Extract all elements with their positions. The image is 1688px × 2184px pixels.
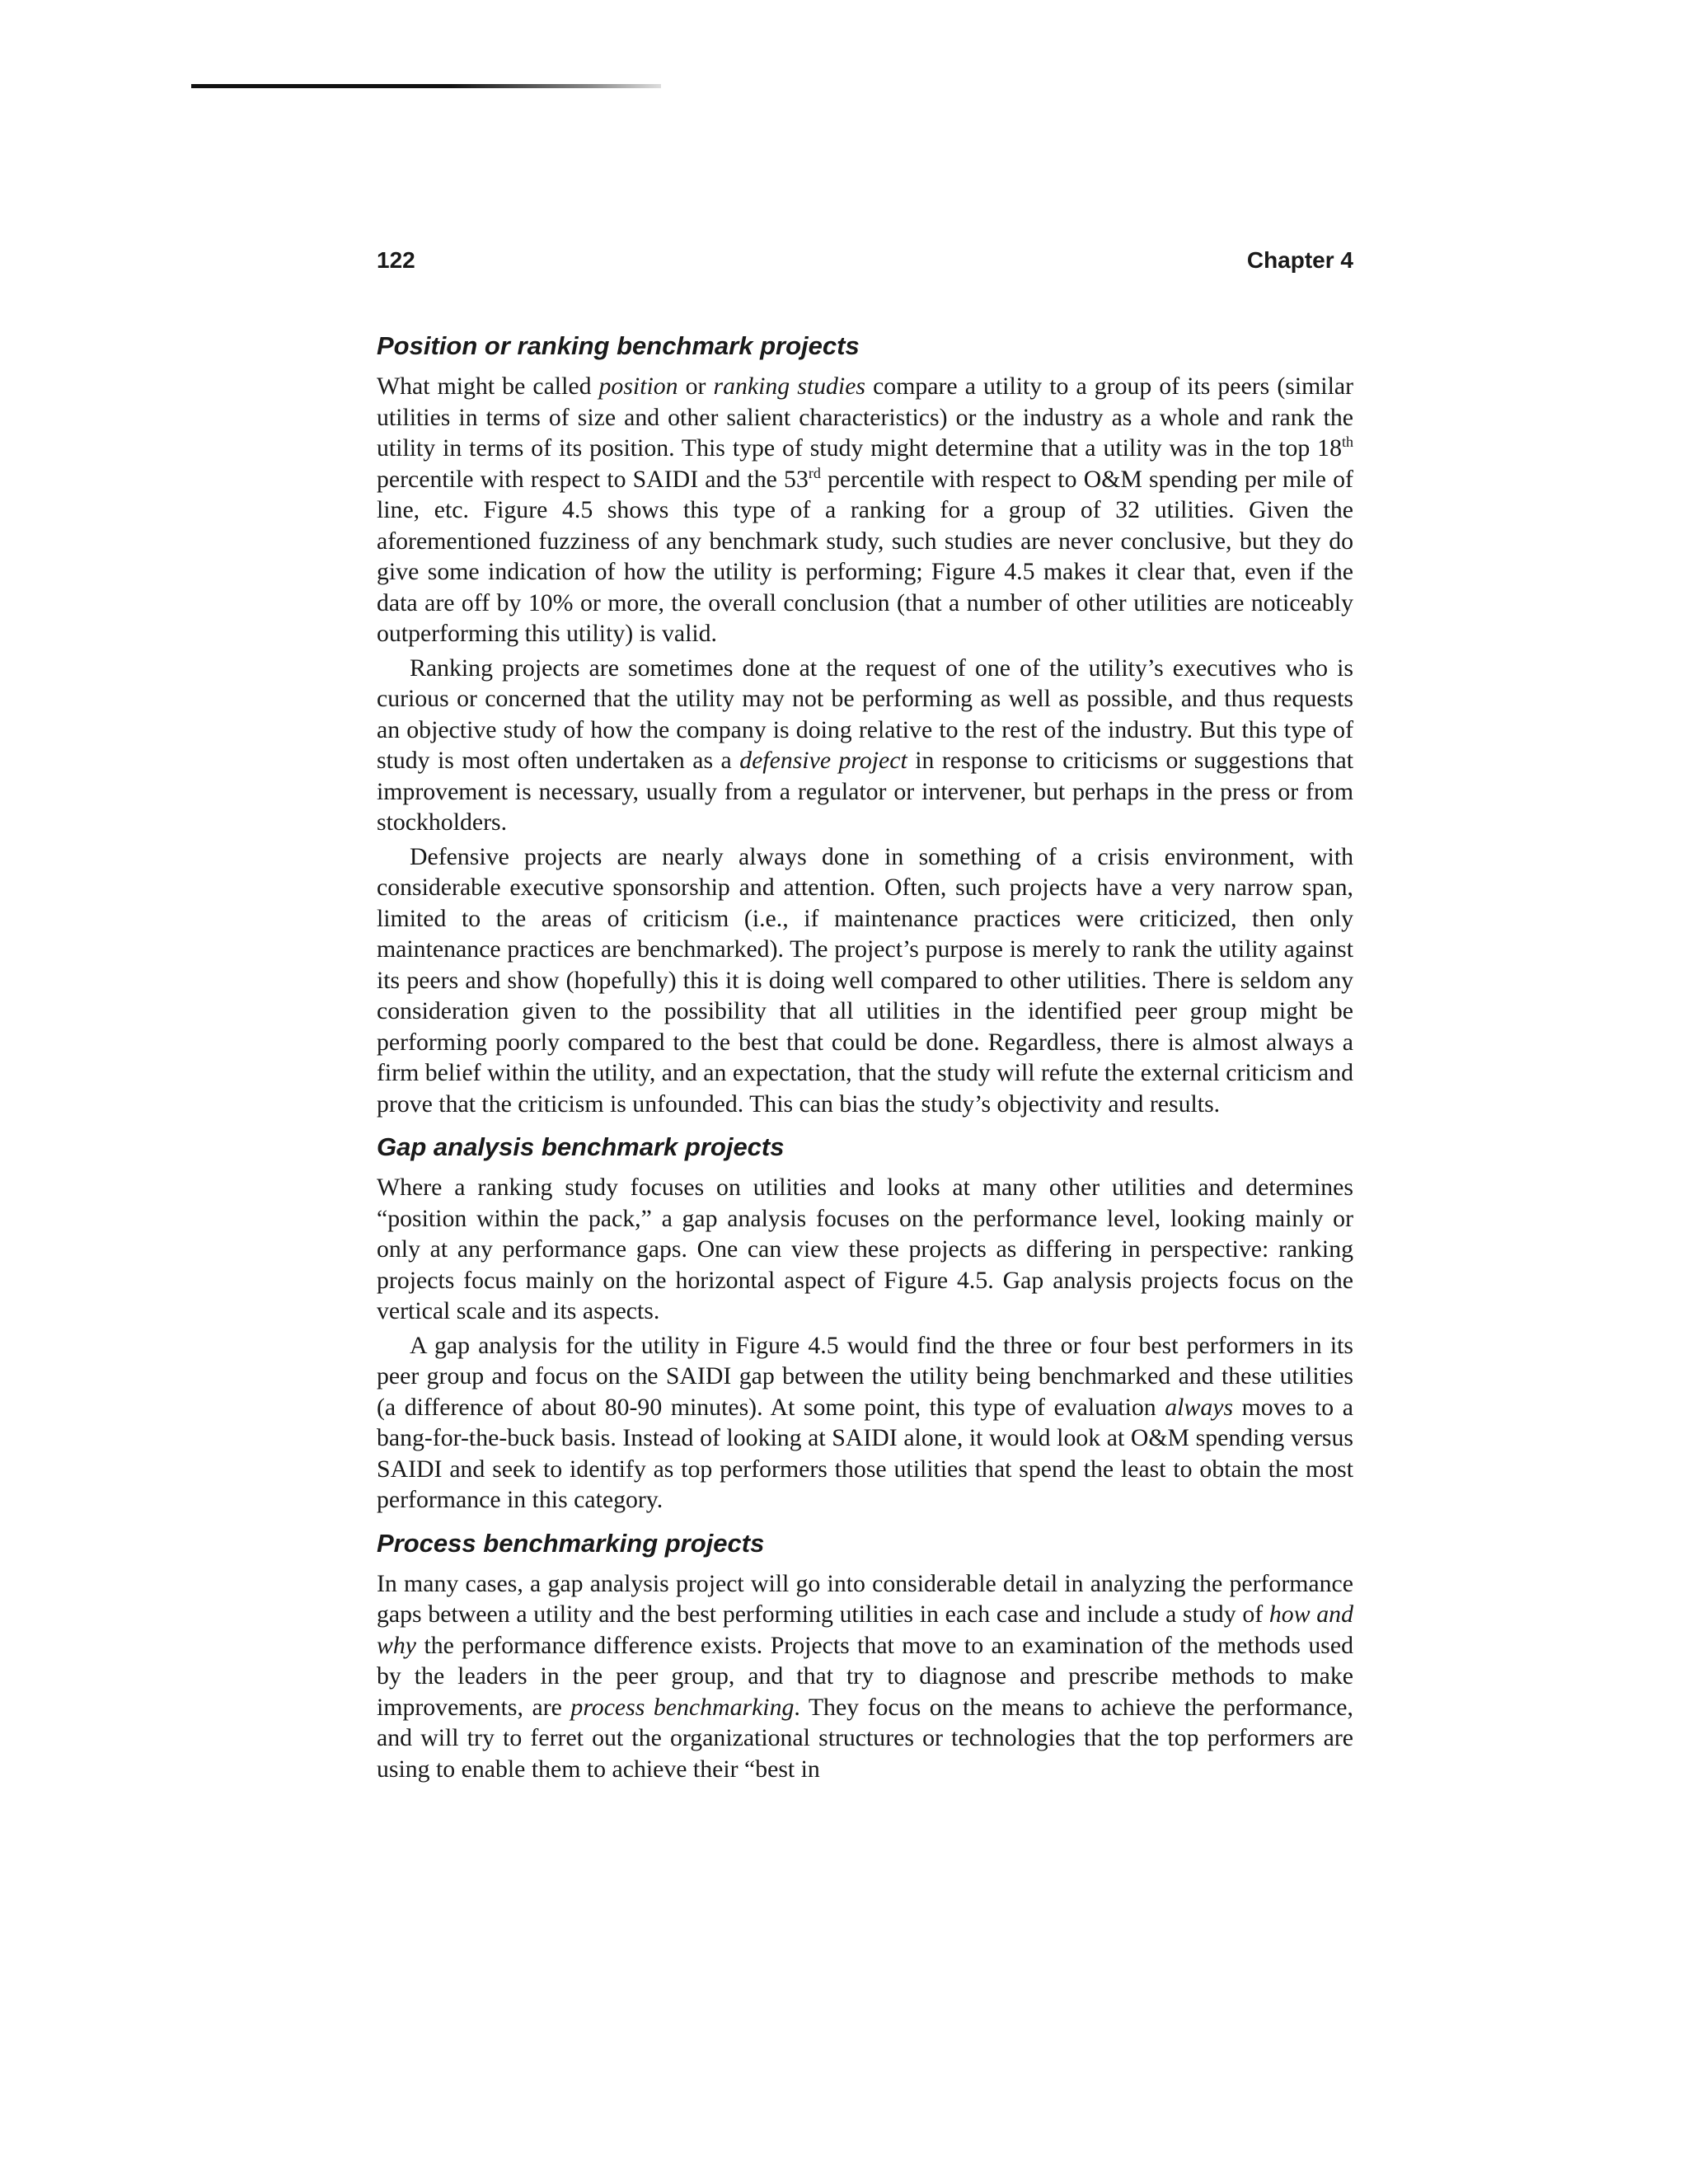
paragraph: A gap analysis for the utility in Figure 4.5 would find the three or four best performers in its peer group and focus on the SAIDI gap between the utility being benchmarked and these utilities (a difference of about 80-90 minutes). At some point, this type of evaluation always moves to a bang-for-the-buck basis. Instead of looking at SAIDI alone, it would look at O&M spending versus SAIDI and seek to identify as top performers those utilities that spend the least to obtain the most performance in this category.: [377, 1331, 1354, 1513]
page-number: 122: [377, 247, 415, 273]
emphasis: how and why: [377, 1601, 1353, 1659]
ordinal-suffix: th: [1341, 434, 1353, 451]
emphasis: position: [598, 373, 678, 400]
paragraph: Defensive projects are nearly always done in something of a crisis environment, with considerable executive sponsorship and attention. Often, such projects have a very narrow span, limited to the areas of criticism (i.e., if maintenance practices were criticized, then only maintenance practices are benchmarked). The project’s purpose is merely to rank the utility against its peers and show (hopefully) this it is doing well compared to other utilities. There is seldom any consideration given to the possibility that all utilities in the identified peer group might be performing poorly compared to the best that could be done. Regardless, there is almost always a firm belief within the utility, and an expectation, that the study will refute the external criticism and prove that the criticism is unfounded. This can bias the study’s objectivity and results.: [377, 842, 1353, 1118]
paragraph: What might be called position or ranking studies compare a utility to a group of its peers (similar utilities in terms of size and other salient characteristics) or the industry as a whole and rank the utility in terms of its position. This type of study might determine that a utility was in the top 18th percentile with respect to SAIDI and the 53rd percentile with respect to O&M spending per mile of line, etc. Figure 4.5 shows this type of a ranking for a group of 32 utilities. Given the aforementioned fuzziness of any benchmark study, such studies are never conclusive, but they do give some indication of how the utility is performing; Figure 4.5 makes it clear that, even if the data are off by 10% or more, the overall conclusion (that a number of other utilities are noticeably outperforming this utility) is valid.: [377, 373, 1353, 647]
top-rule: [191, 84, 661, 88]
chapter-label: Chapter 4: [1246, 247, 1353, 273]
paragraph: Ranking projects are sometimes done at the request of one of the utility’s executives who is curious or concerned that the utility may not be performing as well as possible, and thus requests an objective study of how the company is doing relative to the rest of the industry. But this type of study is most often undertaken as a defensive project in response to criticisms or suggestions that improvement is necessary, usually from a regulator or intervener, but perhaps in the press or from stockholders.: [377, 654, 1353, 836]
running-head: [377, 247, 1353, 284]
emphasis: process benchmarking: [570, 1693, 795, 1721]
emphasis: always: [1165, 1393, 1234, 1421]
emphasis: ranking studies: [713, 373, 866, 400]
page-body: [377, 330, 1353, 1784]
ordinal-suffix: rd: [808, 464, 821, 481]
paragraph: Where a ranking study focuses on utilities and looks at many other utilities and determines “position within the pack,” a gap analysis focuses on the performance level, looking mainly or only at any performance gaps. One can view these projects as differing in perspective: ranking projects focus mainly on the horizontal aspect of Figure 4.5. Gap analysis projects focus on the vertical scale and its aspects.: [377, 1174, 1353, 1324]
emphasis: defensive project: [739, 747, 907, 774]
paragraph: In many cases, a gap analysis project will go into considerable detail in analyzing the performance gaps between a utility and the best performing utilities in each case and include a study of how and why the performance difference exists. Projects that move to an examination of the methods used by the leaders in the peer group, and that try to diagnose and prescribe methods to make improvements, are process benchmarking. They focus on the means to achieve the performance, and will try to ferret out the organizational structures or technologies that the top performers are using to enable them to achieve their “best in: [377, 1569, 1353, 1783]
section-heading-gap-analysis: Gap analysis benchmark projects: [377, 1132, 785, 1161]
section-heading-position-ranking: Position or ranking benchmark projects: [377, 331, 860, 360]
section-heading-process-benchmarking: Process benchmarking projects: [377, 1528, 765, 1558]
